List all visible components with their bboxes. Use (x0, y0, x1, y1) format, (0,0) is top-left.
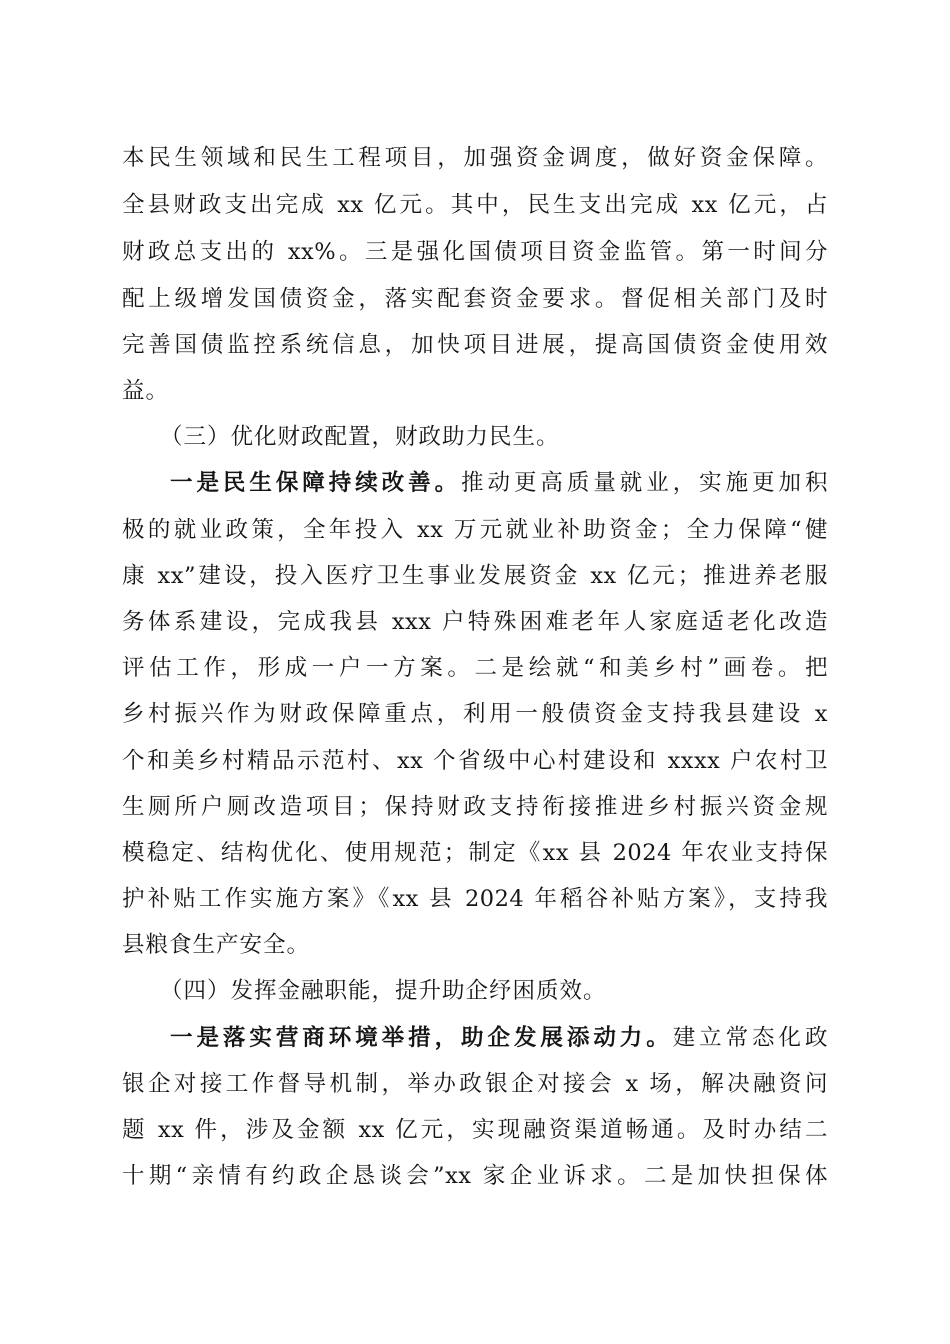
paragraph-line: 个和美乡村精品示范村、xx 个省级中心村建设和 xxxx 户农村卫 (122, 748, 828, 774)
lead-sentence: 一是民生保障持续改善。 (170, 470, 462, 496)
line-rest: 建立常态化政 (672, 1025, 828, 1051)
paragraph-line: 题 xx 件，涉及金额 xx 亿元，实现融资渠道畅通。及时办结二 (122, 1117, 828, 1143)
paragraph-line: 完善国债监控系统信息，加快项目进展，提高国债资金使用效 (122, 332, 828, 358)
paragraph-line: 护补贴工作实施方案》《xx 县 2024 年稻谷补贴方案》，支持我 (122, 886, 828, 912)
section-heading-4: （四）发挥金融职能，提升助企纾困质效。 (160, 978, 607, 1004)
paragraph-line: 评估工作，形成一户一方案。二是绘就“和美乡村”画卷。把 (122, 655, 828, 681)
paragraph-line: 县粮食生产安全。 (122, 932, 311, 958)
paragraph-line: 益。 (122, 378, 170, 404)
paragraph-line: 务体系建设，完成我县 xxx 户特殊困难老年人家庭适老化改造 (122, 609, 828, 635)
paragraph-line: 十期“亲情有约政企恳谈会”xx 家企业诉求。二是加快担保体 (122, 1163, 828, 1189)
paragraph-line: 财政总支出的 xx%。三是强化国债项目资金监管。第一时间分 (122, 239, 828, 265)
paragraph-line: 模稳定、结构优化、使用规范；制定《xx 县 2024 年农业支持保 (122, 840, 828, 866)
section-heading-3: （三）优化财政配置，财政助力民生。 (160, 424, 560, 450)
paragraph-line (170, 1018, 828, 1058)
paragraph-line: 全县财政支出完成 xx 亿元。其中，民生支出完成 xx 亿元，占 (122, 192, 828, 218)
paragraph-line: 本民生领域和民生工程项目，加强资金调度，做好资金保障。 (122, 145, 828, 171)
paragraph-line: 乡村振兴作为财政保障重点，利用一般债资金支持我县建设 x (122, 701, 828, 727)
paragraph-line: 银企对接工作督导机制，举办政银企对接会 x 场，解决融资问 (122, 1071, 828, 1097)
paragraph-line (170, 463, 828, 503)
paragraph-line: 康 xx”建设，投入医疗卫生事业发展资金 xx 亿元；推进养老服 (122, 563, 828, 589)
lead-sentence: 一是落实营商环境举措，助企发展添动力。 (170, 1025, 673, 1051)
paragraph-line: 极的就业政策，全年投入 xx 万元就业补助资金；全力保障“健 (122, 517, 828, 543)
paragraph-line: 配上级增发国债资金，落实配套资金要求。督促相关部门及时 (122, 286, 828, 312)
line-rest: 推动更高质量就业，实施更加积 (461, 470, 828, 496)
paragraph-line: 生厕所户厕改造项目；保持财政支持衔接推进乡村振兴资金规 (122, 794, 828, 820)
